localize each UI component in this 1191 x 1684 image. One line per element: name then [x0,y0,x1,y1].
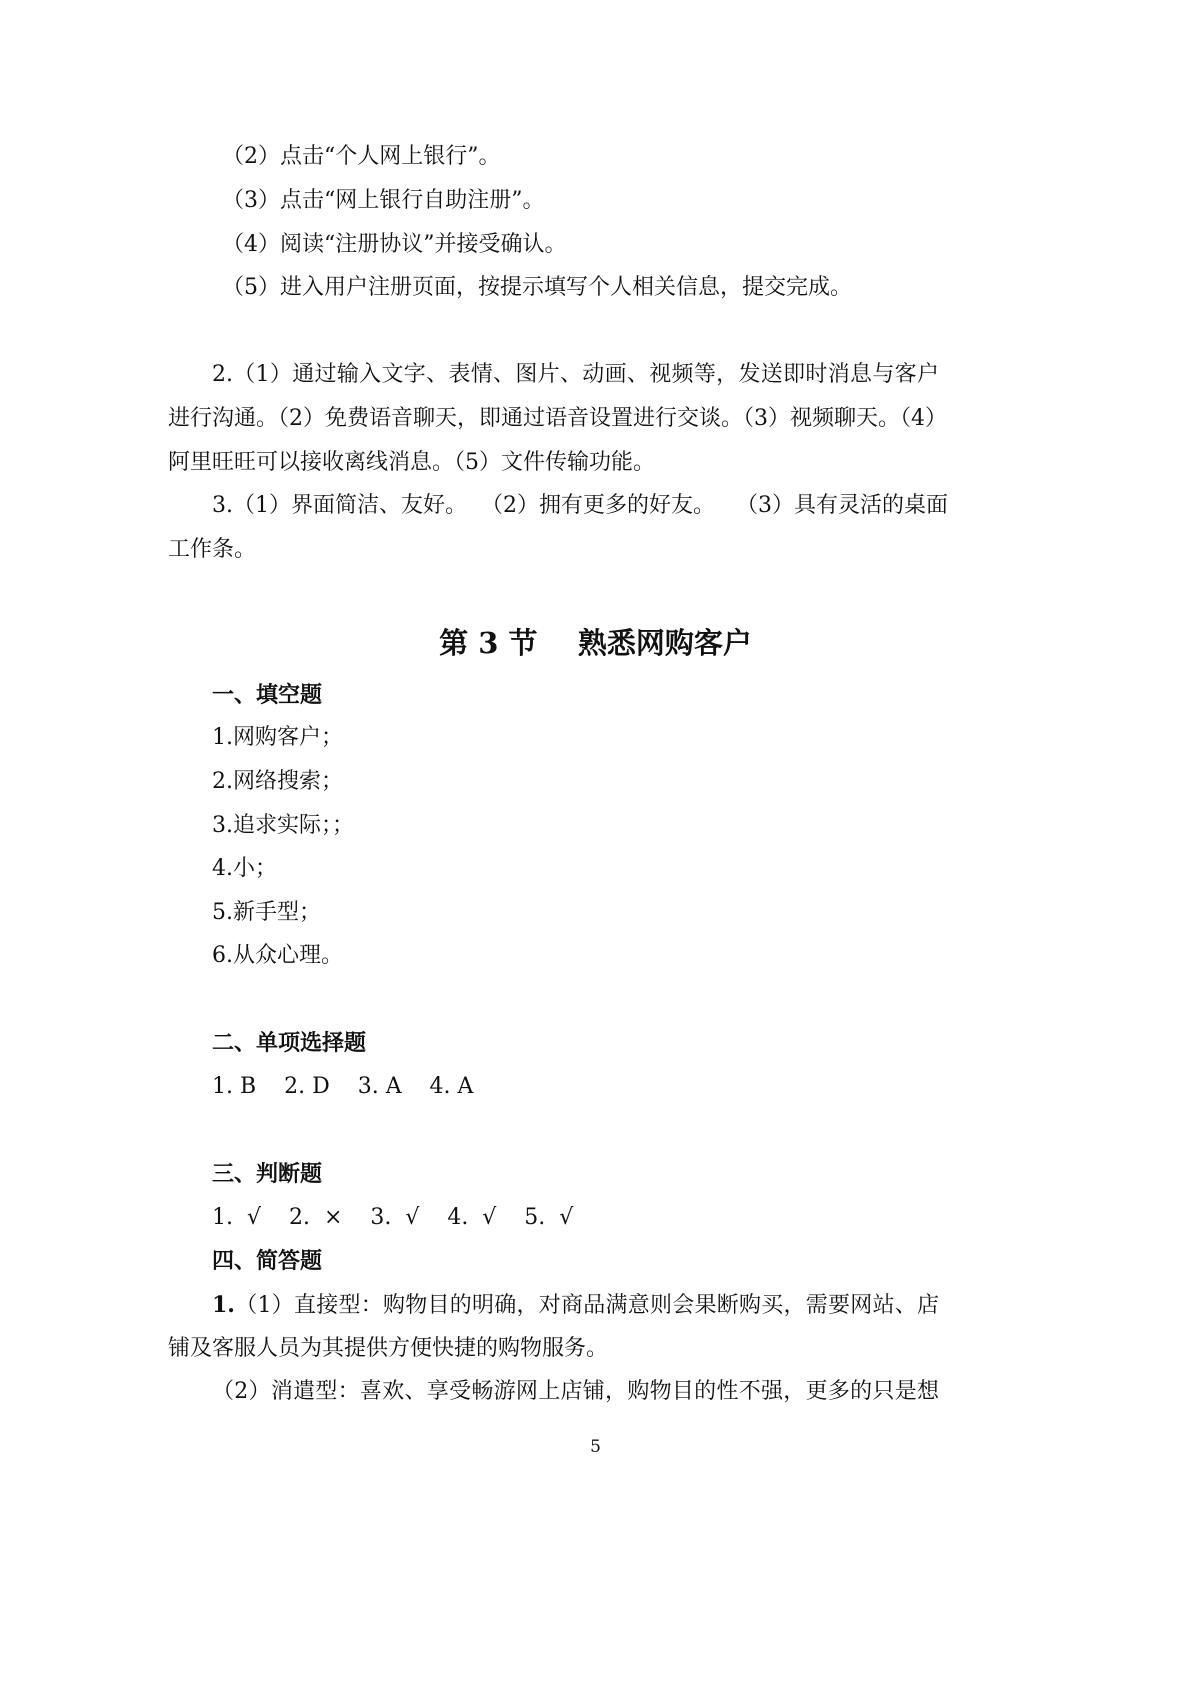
step-2: （2）点击“个人网上银行”。 [222,144,501,169]
fill-blank-item-4: 4.小； [212,856,277,881]
judgement-heading: 三、判断题 [212,1161,323,1187]
short-answer-q1-part-2: （2）消遣型：喜欢、享受畅游网上店铺，购物目的性不强，更多的只是想 [212,1379,939,1404]
step-5: （5）进入用户注册页面，按提示填写个人相关信息，提交完成。 [222,275,852,300]
answer-3-line-2: 工作条。 [168,537,257,562]
fill-blank-item-5: 5.新手型； [212,900,321,925]
answer-2-line-1: 2.（1）通过输入文字、表情、图片、动画、视频等，发送即时消息与客户 [212,362,939,387]
fill-blank-heading: 一、填空题 [212,682,323,708]
answer-2-line-2: 进行沟通。（2）免费语音聊天，即通过语音设置进行交谈。（3）视频聊天。（4） [168,406,947,431]
short-answer-heading: 四、简答题 [212,1248,323,1274]
single-choice-heading: 二、单项选择题 [212,1030,367,1056]
step-3: （3）点击“网上银行自助注册”。 [222,188,545,213]
section-title: 第 3 节 熟悉网购客户 [439,626,752,660]
judgement-answers: 1. √ 2. × 3. √ 4. √ 5. √ [212,1205,574,1230]
answer-2-line-3: 阿里旺旺可以接收离线消息。（5）文件传输功能。 [168,450,655,475]
short-answer-q1-line-2: 铺及客服人员为其提供方便快捷的购物服务。 [168,1336,609,1361]
single-choice-answers: 1. B 2. D 3. A 4. A [212,1074,474,1099]
step-4: （4）阅读“注册协议”并接受确认。 [222,232,567,257]
fill-blank-item-6: 6.从众心理。 [212,943,343,968]
short-answer-q1-line-1 [212,1290,939,1321]
answer-3-line-1: 3.（1）界面简洁、友好。 （2）拥有更多的好友。 （3）具有灵活的桌面 [212,493,948,518]
fill-blank-item-2: 2.网络搜索； [212,769,343,794]
fill-blank-item-1: 1.网购客户； [212,725,343,750]
page-number: 5 [590,1437,601,1457]
short-answer-q1-number: 1. [212,1292,235,1318]
fill-blank-item-3: 3.追求实际；； [212,813,354,838]
short-answer-q1-text: （1）直接型：购物目的明确，对商品满意则会果断购买，需要网站、店 [234,1293,939,1318]
